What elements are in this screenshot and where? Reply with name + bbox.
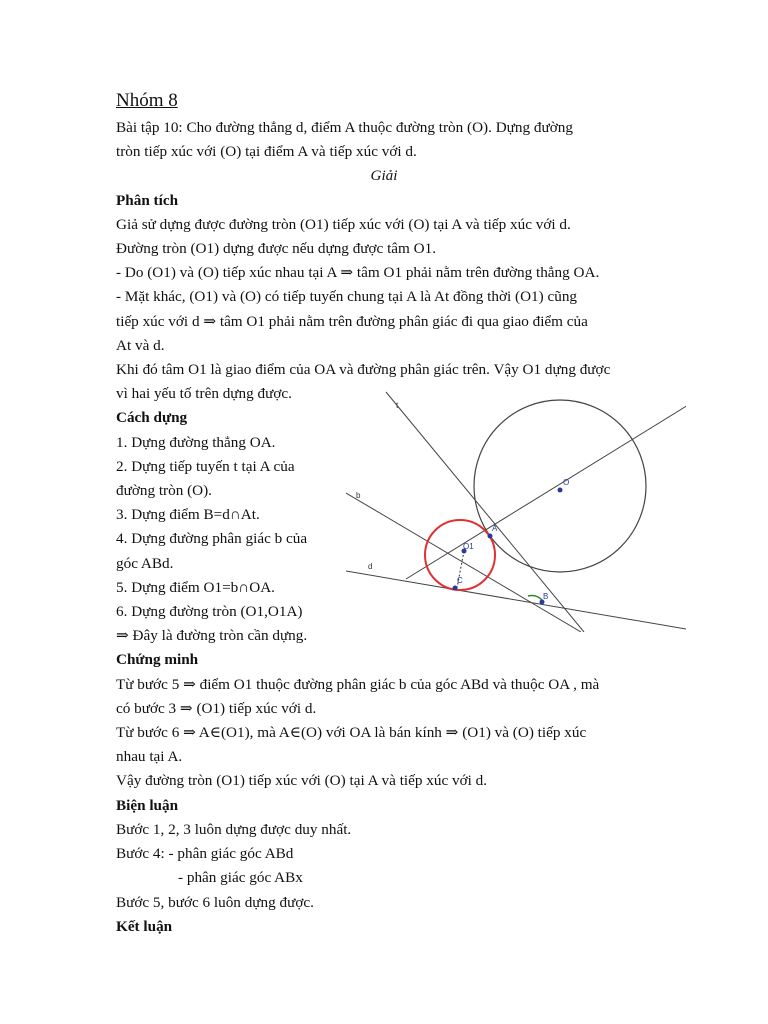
conclusion-heading: Kết luận bbox=[116, 917, 173, 935]
proof-line: Vậy đường tròn (O1) tiếp xúc với (O) tại A và tiếp xúc với d. bbox=[116, 772, 488, 790]
analysis-line: Khi đó tâm O1 là giao điểm của OA và đường phân giác trên. Vậy O1 dựng được bbox=[116, 361, 611, 379]
construction-step: đường tròn (O). bbox=[116, 482, 212, 500]
line-t bbox=[386, 392, 584, 632]
discussion-line: Bước 4: - phân giác góc ABd bbox=[116, 845, 294, 863]
line-oa bbox=[406, 394, 686, 579]
label-b: b bbox=[356, 491, 361, 500]
problem-line-2: tròn tiếp xúc với (O) tại điểm A và tiếp xúc với d. bbox=[116, 143, 417, 161]
label-t: t bbox=[396, 401, 399, 410]
label-o1: O1 bbox=[463, 542, 474, 551]
analysis-line: tiếp xúc với d ⇒ tâm O1 phải nằm trên đường phân giác đi qua giao điểm của bbox=[116, 312, 588, 330]
proof-line: nhau tại A. bbox=[116, 748, 183, 766]
proof-line: có bước 3 ⇒ (O1) tiếp xúc với d. bbox=[116, 699, 317, 717]
analysis-line: At và d. bbox=[116, 336, 165, 354]
page-title: Nhóm 8 bbox=[116, 90, 178, 111]
construction-step: 3. Dựng điểm B=d∩At. bbox=[116, 506, 260, 524]
construction-step: 4. Dựng đường phân giác b của bbox=[116, 530, 308, 548]
label-b-point: B bbox=[543, 592, 549, 601]
problem-line-1: Bài tập 10: Cho đường thẳng d, điểm A thuộc đường tròn (O). Dựng đường bbox=[116, 119, 573, 136]
line-d bbox=[346, 571, 686, 629]
label-a: A bbox=[492, 524, 498, 533]
discussion-heading: Biện luận bbox=[116, 796, 179, 814]
point-c bbox=[453, 586, 458, 591]
analysis-line: - Mặt khác, (O1) và (O) có tiếp tuyến chung tại A là At đồng thời (O1) cũng bbox=[116, 288, 578, 306]
construction-step: 6. Dựng đường tròn (O1,O1A) bbox=[116, 603, 303, 621]
construction-step: góc ABd. bbox=[116, 554, 174, 572]
analysis-line: vì hai yếu tố trên dựng được. bbox=[116, 385, 292, 403]
label-c: C bbox=[457, 576, 463, 585]
label-o: O bbox=[563, 478, 570, 487]
discussion-line: Bước 5, bước 6 luôn dựng được. bbox=[116, 893, 314, 911]
analysis-line: Giả sử dựng được đường tròn (O1) tiếp xúc với (O) tại A và tiếp xúc với d. bbox=[116, 215, 571, 233]
proof-line: Từ bước 5 ⇒ điểm O1 thuộc đường phân giác b của góc ABd và thuộc OA , mà bbox=[116, 675, 600, 693]
line-b bbox=[346, 493, 581, 632]
construction-step: ⇒ Đây là đường tròn cần dựng. bbox=[116, 627, 308, 645]
discussion-line: - phân giác góc ABx bbox=[178, 869, 303, 887]
construction-figure bbox=[346, 386, 686, 632]
circle-o bbox=[474, 400, 646, 572]
analysis-heading: Phân tích bbox=[116, 191, 179, 209]
analysis-line: - Do (O1) và (O) tiếp xúc nhau tại A ⇒ tâm O1 phải nằm trên đường thẳng OA. bbox=[116, 264, 600, 282]
angle-mark bbox=[528, 595, 542, 600]
construction-step: 1. Dựng đường thẳng OA. bbox=[116, 433, 276, 451]
analysis-line: Đường tròn (O1) dựng được nếu dựng được tâm O1. bbox=[116, 240, 437, 258]
proof-heading: Chứng minh bbox=[116, 651, 199, 669]
solution-label: Giải bbox=[370, 167, 398, 185]
construction-step: 5. Dựng điểm O1=b∩OA. bbox=[116, 578, 275, 596]
point-a bbox=[488, 534, 493, 539]
point-o bbox=[558, 488, 563, 493]
label-d: d bbox=[368, 562, 373, 571]
proof-line: Từ bước 6 ⇒ A∈(O1), mà A∈(O) với OA là bán kính ⇒ (O1) và (O) tiếp xúc bbox=[116, 724, 587, 742]
construction-step: 2. Dựng tiếp tuyến t tại A của bbox=[116, 457, 295, 475]
construction-heading: Cách dựng bbox=[116, 409, 188, 427]
discussion-line: Bước 1, 2, 3 luôn dựng được duy nhất. bbox=[116, 820, 352, 838]
